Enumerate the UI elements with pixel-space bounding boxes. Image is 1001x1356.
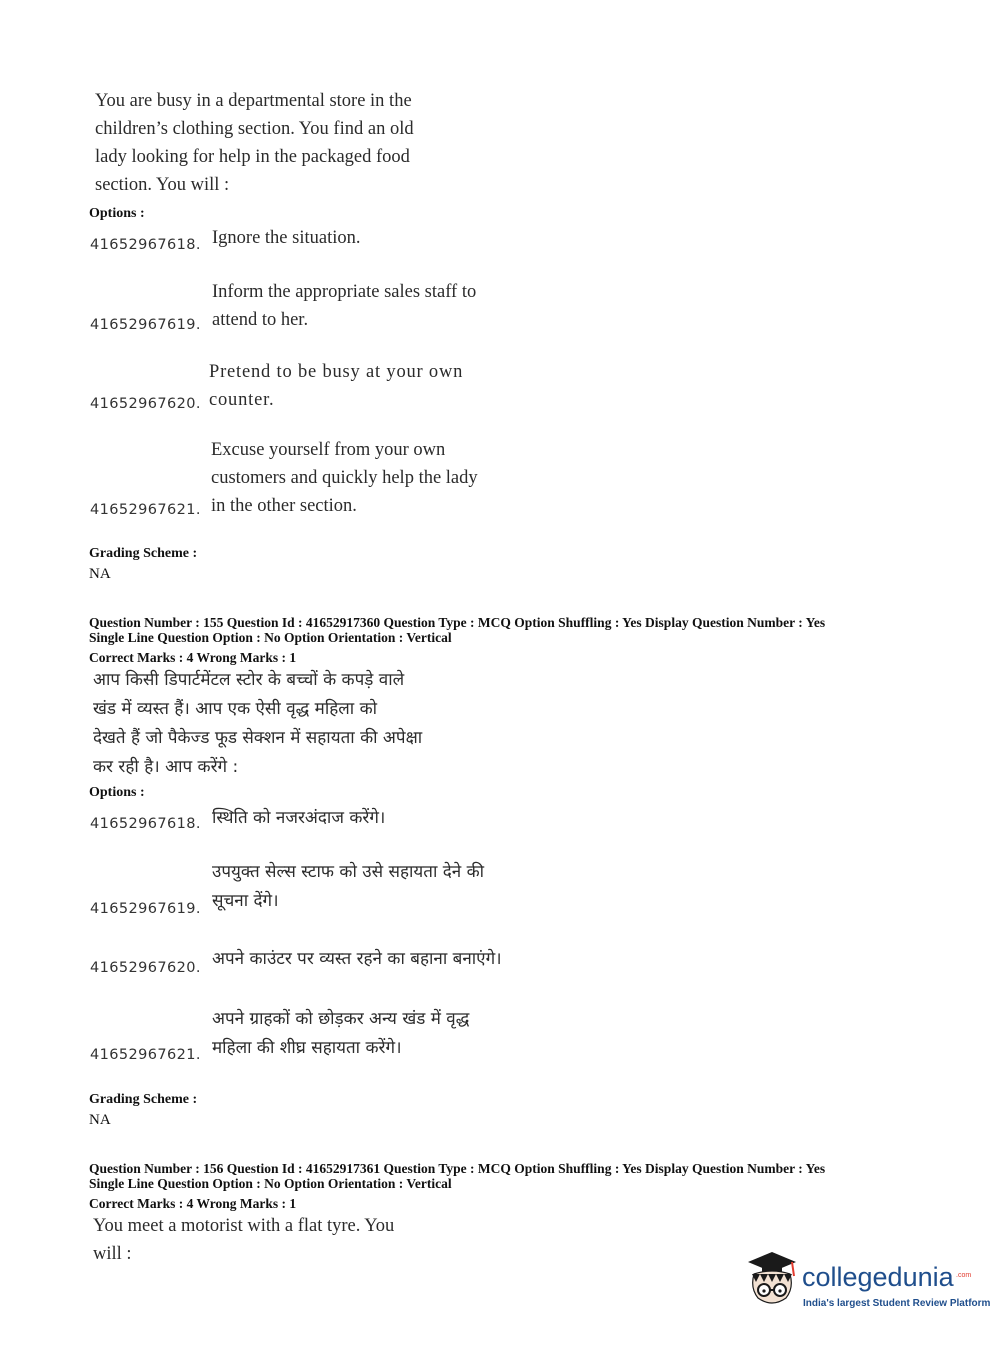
options-label: Options : xyxy=(89,206,145,221)
option-text: Ignore the situation. xyxy=(212,228,361,248)
option-id: 41652967618. xyxy=(90,816,201,832)
option-id: 41652967621. xyxy=(90,1047,201,1063)
grading-scheme-value: NA xyxy=(89,566,111,582)
option-id: 41652967619. xyxy=(90,901,201,917)
options-label: Options : xyxy=(89,785,145,800)
option-text: स्थिति को नजरअंदाज करेंगे। xyxy=(212,808,386,828)
question-marks: Correct Marks : 4 Wrong Marks : 1 xyxy=(89,1196,297,1211)
option-text: अपने ग्राहकों को छोड़कर अन्य खंड में वृद्ध महिला की शीघ्र सहायता करेंगे। xyxy=(212,1009,470,1058)
grading-scheme-label: Grading Scheme : xyxy=(89,546,198,561)
question-meta: Question Number : 155 Question Id : 41652917360 Question Type : MCQ Option Shuffling : Yes Display Question Number : Yes Single Line Question Option : No Option Orientation : Vertical xyxy=(89,615,826,645)
question-marks: Correct Marks : 4 Wrong Marks : 1 xyxy=(89,650,297,665)
logo-tagline: India's largest Student Review Platform xyxy=(803,1298,991,1309)
option-text: Excuse yourself from your own customers and quickly help the lady in the other section. xyxy=(211,440,478,516)
option-id: 41652967621. xyxy=(90,502,201,518)
option-text: अपने काउंटर पर व्यस्त रहने का बहाना बनाएंगे। xyxy=(212,949,502,969)
grading-scheme-label: Grading Scheme : xyxy=(89,1092,198,1107)
option-text: उपयुक्त सेल्स स्टाफ को उसे सहायता देने की सूचना देंगे। xyxy=(212,862,485,911)
logo-com: .com xyxy=(956,1272,972,1279)
question-meta: Question Number : 156 Question Id : 41652917361 Question Type : MCQ Option Shuffling : Yes Display Question Number : Yes Single Line Question Option : No Option Orientation : Vertical xyxy=(89,1161,826,1191)
question-text: You are busy in a departmental store in the children’s clothing section. You find an old lady looking for help in the packaged food section. You will : xyxy=(95,91,414,195)
option-id: 41652967619. xyxy=(90,317,201,333)
question-text: You meet a motorist with a flat tyre. You will : xyxy=(93,1216,395,1264)
collegedunia-logo xyxy=(742,1248,991,1312)
mascot-icon xyxy=(742,1248,802,1310)
logo-wordmark: collegedunia xyxy=(802,1262,954,1292)
option-id: 41652967620. xyxy=(90,396,201,412)
option-text: Pretend to be busy at your own counter. xyxy=(209,362,464,410)
grading-scheme-value: NA xyxy=(89,1112,111,1128)
option-text: Inform the appropriate sales staff to attend to her. xyxy=(212,282,477,330)
option-id: 41652967620. xyxy=(90,960,201,976)
option-id: 41652967618. xyxy=(90,237,201,253)
question-text: आप किसी डिपार्टमेंटल स्टोर के बच्चों के कपड़े वाले खंड में व्यस्त हैं। आप एक ऐसी वृद्ध महिला को देखते हैं जो पैकेज्ड फूड सेक्शन में सहायता की अपेक्षा कर रही है। आप करेंगे : xyxy=(93,670,423,777)
